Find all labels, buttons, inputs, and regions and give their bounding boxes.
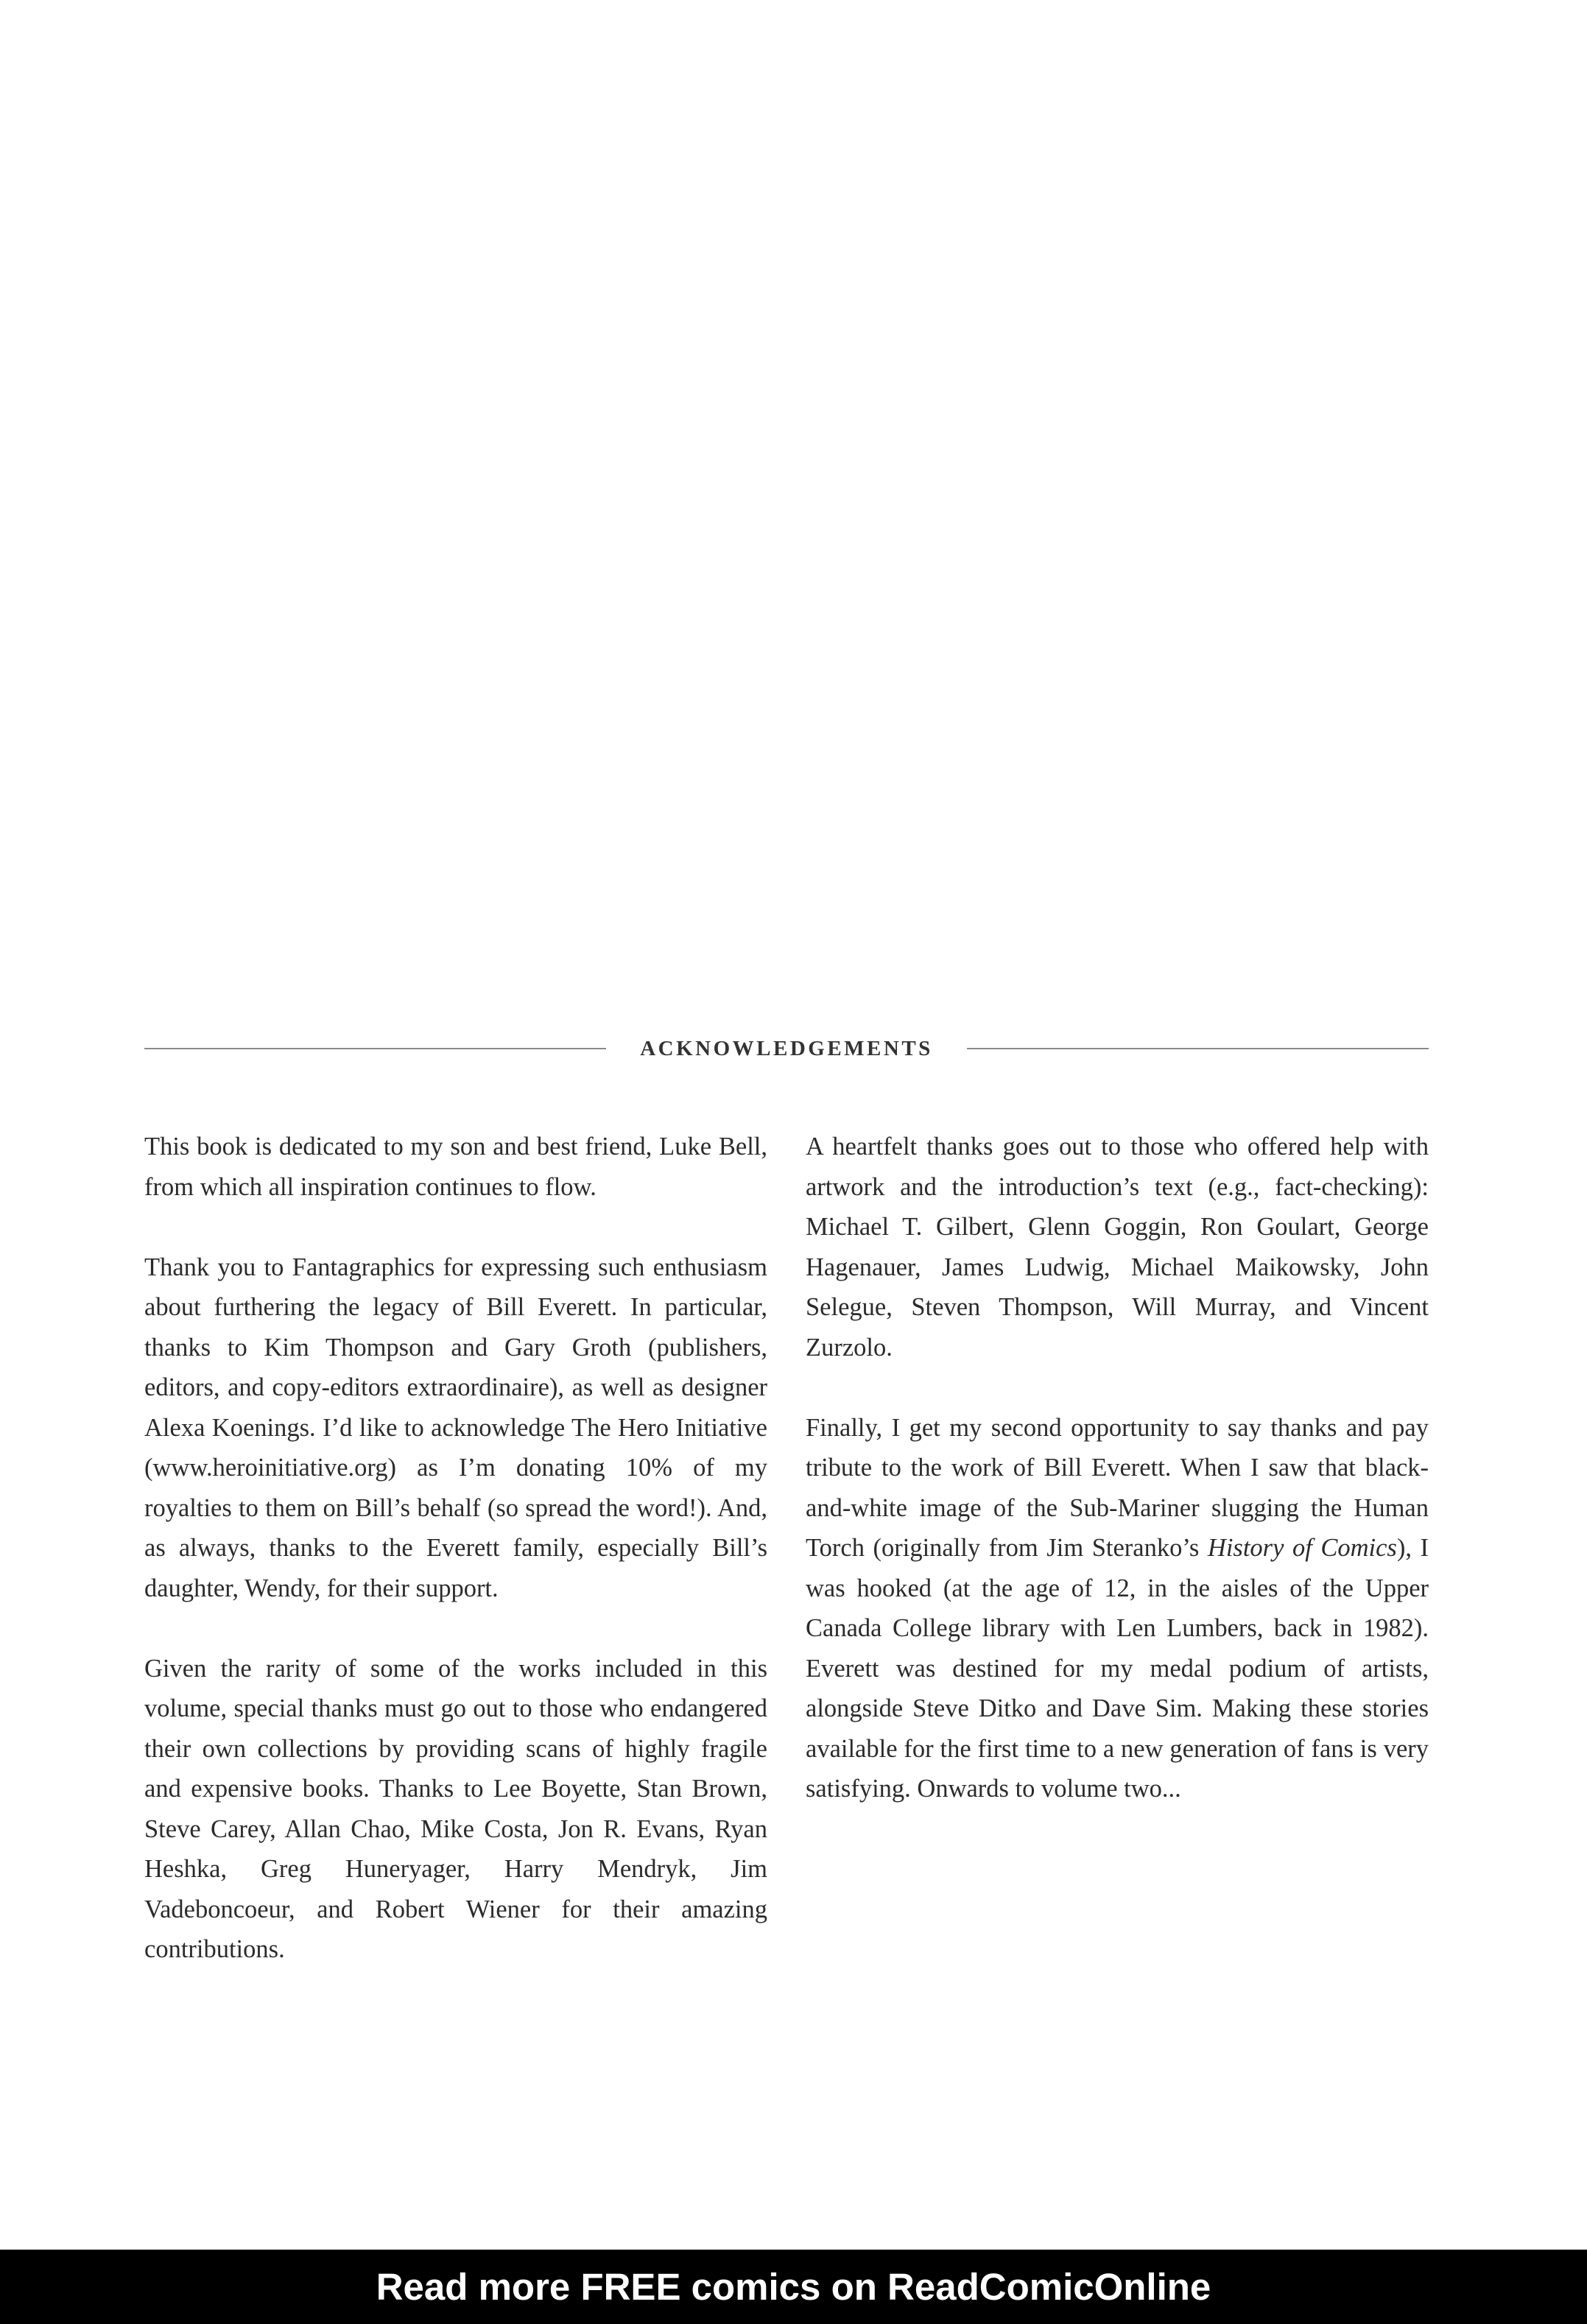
promo-banner-text[interactable]: Read more FREE comics on ReadComicOnline: [376, 2266, 1211, 2308]
book-title-history-of-comics: History of Comics: [1207, 1534, 1397, 1562]
heading-rule-left: [144, 1048, 606, 1049]
paragraph-fantagraphics-thanks: Thank you to Fantagraphics for expressing such enthusiasm about furthering the legacy of Bill Everett. In particular, thanks to Kim Thompson and Gary Groth (publishers, editors, and copy-editors extraordinaire), as well as designer Alexa Koenings. I’d like to acknowledge The Hero Initiative (www.heroinitiative.org) as I’m donating 10% of my royalties to them on Bill’s behalf (so spread the word!). And, as always, thanks to the Everett family, especially Bill’s daughter, Wendy, for their support.: [144, 1253, 767, 1602]
heading-rule-right: [967, 1048, 1429, 1049]
tribute-text-start: Finally, I get my second opportunity to say thanks and pay tribute to the work of Bill Everett. When I saw that black-and-white image of the Sub-Mariner slugging the Human Torch (originally from Jim Steranko’s: [806, 1413, 1429, 1562]
paragraph-dedication: This book is dedicated to my son and best friend, Luke Bell, from which all inspiration continues to flow.: [144, 1133, 767, 1201]
paragraph-tribute: [806, 1408, 1429, 1809]
promo-banner[interactable]: [0, 2250, 1587, 2324]
paragraph-scan-contributors: Given the rarity of some of the works included in this volume, special thanks must go out to those who endangered their own collections by providing scans of highly fragile and expensive books. Thanks to Lee Boyette, Stan Brown, Steve Carey, Allan Chao, Mike Costa, Jon R. Evans, Ryan Heshka, Greg Huneryager, Harry Mendryk, Jim Vadeboncoeur, and Robert Wiener for their amazing contributions.: [144, 1654, 767, 1963]
tribute-text-end: ), I was hooked (at the age of 12, in the aisles of the Upper Canada College library with Len Lumbers, back in 1982). Everett was destined for my medal podium of artists, alongside Steve Ditko and Dave Sim. Making these stories available for the first time to a new generation of fans is very satisfying. Onwards to volume two...: [806, 1534, 1429, 1803]
left-column: [144, 1127, 767, 1970]
paragraph-artwork-help: A heartfelt thanks goes out to those who offered help with artwork and the introduction’s text (e.g., fact-checking): Michael T. Gilbert, Glenn Goggin, Ron Goulart, George Hagenauer, James Ludwig, Michael Maikowsky, John Selegue, Steven Thompson, Will Murray, and Vincent Zurzolo.: [806, 1133, 1429, 1362]
right-column: [806, 1127, 1429, 1809]
section-heading: ACKNOWLEDGEMENTS: [640, 1036, 933, 1060]
section-heading-row: [144, 1028, 1429, 1069]
